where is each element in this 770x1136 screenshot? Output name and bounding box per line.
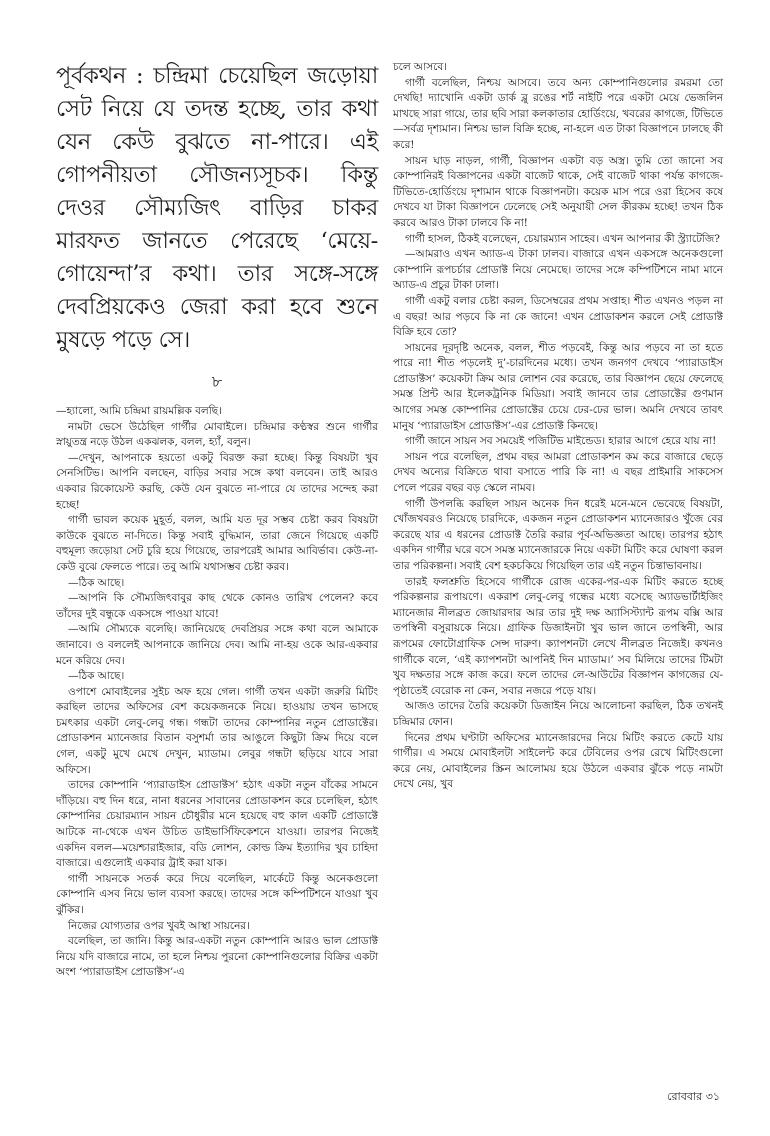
recap-text: চন্দ্রিমা চেয়েছিল জড়োয়া সেট নিয়ে যে তদন্ত হচ্ছে, তার কথা যেন কেউ বুঝতে না-পারে। এই গোপনীয়তা সৌজন্যসূচক। কিন্তু দেওর সৌম্যজিৎ বাড়ির চাকর মারফত জানতে পেরেছে ‘মেয়ে-গোয়েন্দা’র কথা। তার সঙ্গে-সঙ্গে দেবপ্রিয়কেও জেরা করা হবে শুনে মুষড়ে পড়ে সে। <box>56 63 378 353</box>
paragraph: —ঠিক আছে। <box>68 576 125 589</box>
paragraph: নিজের যোগ্যতার ওপর খুবই আস্থা সায়নের। <box>68 919 250 932</box>
paragraph: গার্গী উপলব্ধি করছিল সায়ন অনেক দিন ধরেই মনে-মনে ভেবেছে বিষয়টা, খোঁজখবরও নিয়েছে চারদিকে, একজন নতুন প্রোডাকশন ম্যানেজারও খুঁজে বের করেছে যার এ ধরনের প্রোডাক্ট তৈরি করার পূর্ব-অভিজ্ঞতা আছে। তারপর হঠাৎ একদিন গার্গীর ঘরে বসে সমস্ত ম্যানেজারকে নিয়ে একটা মিটিং করে ঘোষণা করল তার পরিকল্পনা। সবাই বেশ হকচকিয়ে গিয়েছিল তার এই নতুন চিন্তাভাবনায়। <box>393 497 723 572</box>
paragraph: —দেখুন, আপনাকে হয়তো একটু বিরক্ত করা হচ্ছে। কিন্তু বিষয়টা খুব সেনসিটিভ। আপনি বলছেন, বাড়ির সবার সঙ্গে কথা বলবেন। তাই আরও একবার রিকোয়েস্ট করছি, কেউ যেন বুঝতে না-পারে যে তাদের সন্দেহ করা হচ্ছে! <box>56 451 378 511</box>
paragraph: ওপাশে মোবাইলের সুইচ অফ হয়ে গেল। গার্গী তখন একটা জরুরি মিটিং করছিল তাদের অফিসের বেশ কয়েকজনকে নিয়ে। হাওয়ায় তখন ভাসছে চমৎকার একটা লেবু-লেবু গন্ধ। গন্ধটা তাদের কোম্পানির নতুন প্রোডাক্টের। প্রোডাকশন ম্যানেজার বিতান বসুশর্মা তার আঙুলে কিছুটা ক্রিম দিয়ে বলে গেল, একটু মুখে মেখে দেখুন, ম্যাডাম। লেবুর গন্ধটা ছড়িয়ে যাবে সারা অফিসে। <box>56 685 378 776</box>
recap-label: পূর্বকথন : <box>56 63 144 89</box>
paragraph: —আমি সৌম্যকে বলেছি। জানিয়েছে দেবপ্রিয়র সঙ্গে কথা বলে আমাকে জানাবে। ও বললেই আপনাকে জানিয়ে দেব। আমি না-হয় ওকে আর-একবার মনে করিয়ে দেব। <box>56 623 378 667</box>
paragraph: —হ্যালো, আমি চন্দ্রিমা রায়মল্লিক বলছি। <box>56 405 222 417</box>
page-footer: রোববার ৩১ <box>667 1090 720 1103</box>
paragraph: গার্গী জানে সায়ন সব সময়েই পজিটিভ মাইন্ডেড। হারার আগে হেরে যায় না! <box>405 435 717 448</box>
paragraph: গার্গী হাসল, ঠিকই বলেছেন, চেয়ারম্যান সাহেব। এখন আপনার কী স্ট্র্যাটেজি? <box>405 232 720 245</box>
section-number: ৮ <box>211 372 223 391</box>
paragraph: দিনের প্রথম ঘণ্টাটা অফিসের ম্যানেজারদের নিয়ে মিটিং করতে কেটে যায় গার্গীর। এ সময়ে মোবাইলটা সাইলেন্ট করে টেবিলের ওপর রেখে মিটিংগুলো করে নেয়, মোবাইলের স্ক্রিন আলোময় হয়ে উঠলে একবার ঝুঁকে পড়ে নামটা দেখে নেয়, খুব <box>393 731 723 791</box>
paragraph: চলে আসবে। <box>393 61 447 73</box>
paragraph: নামটা ভেসে উঠেছিল গার্গীর মোবাইলে। চন্দ্রিমার কণ্ঠস্বর শুনে গার্গীর স্নায়ুতন্ত্র নড়ে উঠল একঝলক, বলল, হ্যাঁ, বলুন। <box>56 420 378 449</box>
paragraph: —আপনি কি সৌম্যজিৎবাবুর কাছ থেকে কোনও তারিখ পেলেন? কবে তাঁদের দুই বন্ধুকে একসঙ্গে পাওয়া যাবে! <box>56 592 378 620</box>
paragraph: আজও তাদের তৈরি কয়েকটা ডিজাইন নিয়ে আলোচনা করছিল, ঠিক তখনই চন্দ্রিমার ফোন। <box>393 700 723 728</box>
right-column <box>393 60 723 793</box>
paragraph: সায়নের দূরদৃষ্টি অনেক, বলল, শীত পড়বেই, কিন্তু আর পড়বে না তা হতে পারে না! শীত পড়লেই দু’-চারদিনের মধ্যে। তখন জনগণ দেখবে ‘প্যারাডাইস প্রোডাক্টস’ কয়েকটা ক্রিম আর লোশন বের করেছে, তার বিজ্ঞাপন ছেয়ে ফেলেছে সমস্ত প্রিন্ট আর ইলেকট্রনিক মিডিয়া। সবাই জানবে তার প্রোডাক্টের গুণমান আগের সমস্ত কোম্পানির প্রোডাক্টের চেয়ে ঢের-ঢের ভাল। অমনি দেখবে তাবৎ মানুষ ‘প্যারাডাইস প্রোডাক্টস’-এর প্রোডাক্ট কিনছে। <box>393 341 723 432</box>
story-recap <box>56 60 378 357</box>
paragraph: তারই ফলশ্রুতি হিসেবে গার্গীকে রোজ একের-পর-এক মিটিং করতে হচ্ছে পরিকল্পনার রূপায়ণে। একরাশ লেবু-লেবু গন্ধের মধ্যে বসেছে অ্যাডভার্টাইজিং ম্যানেজার নীলব্রত জোয়ারদার আর তার দুই দক্ষ অ্যাসিস্ট্যান্ট রূপম বক্সি আর তপস্বিনী বসুরায়কে নিয়ে। গ্রাফিক ডিজাইনটা খুব ভাল জানে তপস্বিনী, আর রূপমের ফোটোগ্রাফিক সেন্স দারুণ। ক্যাপশনটা লেখে নীলব্রত নিজেই। কখনও গার্গীকে বলে, ‘এই ক্যাপশনটা আপনিই দিন ম্যাডাম।’ সব মিলিয়ে তাদের টিমটা খুব দক্ষতার সঙ্গে কাজ করে। ফলে তাদের লে-আউটের বিজ্ঞাপন কাগজের যে-পৃষ্ঠাতেই বেরোক না কেন, সবার নজরে পড়ে যায়। <box>393 575 723 697</box>
paragraph: গার্গী ভাবল কয়েক মুহূর্ত, বলল, আমি যত দূর সম্ভব চেষ্টা করব বিষয়টা কাউকে বুঝতে না-দিতে। কিন্তু সবাই বুদ্ধিমান, তারা জেনে গিয়েছে একটি বহুমূল্য জড়োয়া সেট চুরি হয়ে গিয়েছে, তারপরেই আমার আবির্ভাব। কেউ-না-কেউ বুঝে ফেলতে পারে। তবু আমি যথাসম্ভব চেষ্টা করব। <box>56 514 378 573</box>
paragraph: সায়ন পরে বলেছিল, প্রথম বছর আমরা প্রোডাকশন কম করে বাজারে ছেড়ে দেখব অন্যের বিক্রিতে থাবা বসাতে পারি কি না! এ বছর প্রাইমারি সাকসেস পেলে পরের বছর বড় স্কেলে নামব। <box>393 450 723 495</box>
right-body-text <box>393 60 723 793</box>
paragraph: গার্গী বলেছিল, নিশ্চয় আসবে। তবে অন্য কোম্পানিগুলোর রমরমা তো দেখছি! দ্যাখোনি একটা ডার্ক ব্লু রঙের শর্ট নাইটি পরে একটা মেয়ে ভেজলিন মাখছে সারা গায়ে, তার ছবি সারা কলকাতার হোর্ডিংয়ে, খবরের কাগজে, টিভিতে—সর্বত্র দৃশ্যমান। নিশ্চয় ভাল বিক্রি হচ্ছে, না-হলে এত টাকা বিজ্ঞাপনে ঢালছে কী করে! <box>393 76 723 151</box>
paragraph: —আমরাও এখন অ্যাড-এ টাকা ঢালব। বাজারে এখন একসঙ্গে অনেকগুলো কোম্পানি রূপচর্চার প্রোডাক্ট নিয়ে নেমেছে। তাদের সঙ্গে কম্পিটিশনে নামা মানে অ্যাড-এ প্রচুর টাকা ঢালা। <box>393 248 723 292</box>
left-column <box>56 60 378 981</box>
paragraph: —ঠিক আছে। <box>68 670 125 683</box>
left-body-text <box>56 404 378 981</box>
paragraph: গার্গী একটু বলার চেষ্টা করল, ডিসেম্বরের প্রথম সপ্তাহ। শীত এখনও পড়ল না এ বছর! আর পড়বে কি না কে জানে! এখন প্রোডাকশন করলে সেই প্রোডাক্ট বিক্রি হবে তো? <box>393 294 723 339</box>
paragraph: বলেছিল, তা জানি। কিন্তু আর-একটা নতুন কোম্পানি আরও ভাল প্রোডাক্ট নিয়ে যদি বাজারে নামে, তা হলে নিশ্চয় পুরনো কোম্পানিগুলোর বিক্রির একটা অংশ ‘প্যারাডাইস প্রোডাক্টস’-এ <box>56 935 378 979</box>
paragraph: তাদের কোম্পানি ‘প্যারাডাইস প্রোডাক্টস’ হঠাৎ একটা নতুন বাঁকের সামনে দাঁড়িয়ে। বহু দিন ধরে, নানা ধরনের সাবানের প্রোডাকশন করে চলেছিল, হঠাৎ কোম্পানির চেয়ারম্যান সায়ন চৌধুরীর মনে হয়েছে বহু কাল একটি প্রোডাক্টে আটকে না-থেকে এখন উচিত ডাইভার্সিফিকেশনে যাওয়া। তারপর নিজেই একদিন বলল—ময়েশ্চারাইজার, বডি লোশন, কোল্ড ক্রিম ইত্যাদির খুব চাহিদা বাজারে। এগুলোই একবার ট্রাই করা যাক। <box>56 779 378 870</box>
paragraph: সায়ন ঘাড় নাড়ল, গার্গী, বিজ্ঞাপন একটা বড় অস্ত্র। তুমি তো জানো সব কোম্পানিরই বিজ্ঞাপনের একটা বাজেট থাকে, সেই বাজেট থাকা পর্যন্ত কাগজে-টিভিতে-হোর্ডিংয়ে দৃশ্যমান থাকে বিজ্ঞাপনটা। কয়েক মাস পরে ওরা হিসেব কষে দেখবে যা টাকা বিজ্ঞাপনে ঢেলেছে সেই অনুযায়ী সেল কীরকম হচ্ছে! তখন ঠিক করবে আরও টাকা ঢালবে কি না! <box>393 154 723 229</box>
paragraph: গার্গী সায়নকে সতর্ক করে দিয়ে বলেছিল, মার্কেটে কিন্তু অনেকগুলো কোম্পানি এসব নিয়ে ভাল ব্যবসা করছে। তাদের সঙ্গে কম্পিটিশনে যাওয়া খুব ঝুঁকির। <box>56 872 378 916</box>
